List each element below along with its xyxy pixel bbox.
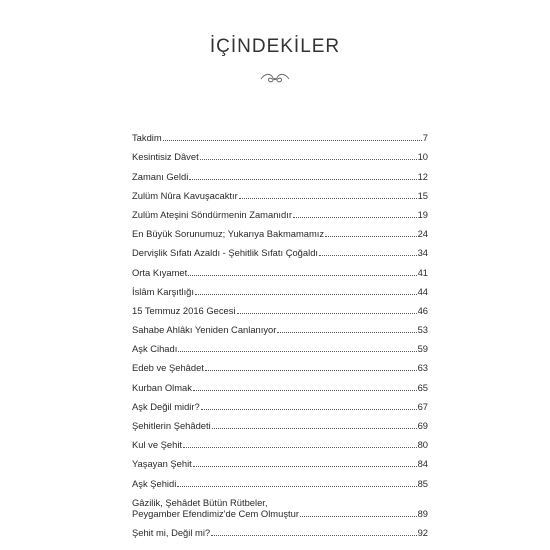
toc-entry-title-line: Zulüm Nûra Kavuşacaktır — [132, 189, 238, 201]
ornament-flourish-icon — [259, 72, 291, 86]
dot-leader — [212, 427, 417, 429]
toc-entry — [132, 220, 428, 239]
dot-leader — [163, 139, 422, 141]
toc-entry — [132, 162, 428, 181]
toc-entry-title-line: Gâzilik, Şehâdet Bütün Rütbeler, — [132, 496, 268, 508]
toc-entry-title — [132, 286, 194, 297]
toc-entry-title — [132, 209, 292, 220]
toc-entry-page: 63 — [417, 362, 428, 374]
toc-entry-title-line: Zulüm Ateşini Söndürmenin Zamanıdır — [132, 208, 292, 220]
toc-entry-title — [132, 382, 192, 393]
dot-leader — [319, 254, 417, 256]
dot-leader — [201, 408, 417, 410]
toc-entry-title-line: Dervişlik Sıfatı Azaldı - Şehitlik Sıfatı Çoğaldı — [132, 247, 319, 259]
toc-entry — [132, 354, 428, 373]
dot-leader — [188, 274, 416, 276]
toc-entry-page: 15 — [417, 189, 428, 201]
toc-entry-title-line: Orta Kıyamet — [132, 266, 188, 278]
toc-entry-title — [132, 267, 187, 278]
toc-entry-title-line: Takdim — [132, 132, 162, 144]
toc-entry — [132, 297, 428, 316]
toc-entry-title — [132, 497, 299, 519]
dot-leader — [177, 485, 416, 487]
toc-entry-title — [132, 171, 188, 182]
toc-entry-title-line: Aşk Şehidi — [132, 477, 177, 489]
toc-entry-title-line: Kul ve Şehit — [132, 439, 183, 451]
dot-leader — [300, 515, 417, 517]
toc-entry-title — [132, 132, 162, 143]
toc-entry-page: 41 — [417, 266, 428, 278]
toc-entry-title-line: Sahabe Ahlâkı Yeniden Canlanıyor — [132, 324, 277, 336]
toc-entry-title — [132, 190, 238, 201]
toc-entry-page: 34 — [417, 247, 428, 259]
toc-entry-title-line: Edeb ve Şehâdet — [132, 362, 204, 374]
toc-entry-page: 65 — [417, 381, 428, 393]
toc-entry — [132, 278, 428, 297]
toc-entry — [132, 124, 428, 143]
dot-leader — [200, 158, 417, 160]
toc-entry — [132, 258, 428, 277]
toc-entry-title-line: Peygamber Efendimiz'de Cem Olmuştur — [132, 507, 299, 519]
toc-entry-page: 80 — [417, 439, 428, 451]
toc-entry-title — [132, 324, 276, 335]
toc-entry-title-line: En Büyük Sorunumuz; Yukarıya Bakmamamız — [132, 228, 325, 240]
dot-leader — [325, 235, 416, 237]
toc-title: İÇİNDEKİLER — [209, 36, 341, 57]
toc-entry-page: 46 — [417, 304, 428, 316]
dot-leader — [193, 465, 417, 467]
toc-entry — [132, 143, 428, 162]
toc-entry — [132, 431, 428, 450]
toc-list — [132, 124, 428, 538]
toc-entry-title-line: Yaşayan Şehit — [132, 458, 192, 470]
toc-entry-page: 92 — [417, 526, 428, 538]
toc-entry-page: 69 — [417, 420, 428, 431]
dot-leader — [178, 350, 416, 352]
toc-entry-page: 24 — [417, 228, 428, 240]
toc-entry-title-line: Şehitlerin Şehâdeti — [132, 420, 211, 431]
toc-entry — [132, 182, 428, 201]
toc-entry-title — [132, 228, 324, 239]
toc-entry-title — [132, 151, 199, 162]
toc-entry — [132, 393, 428, 412]
toc-entry — [132, 412, 428, 431]
toc-entry-title-line: İslâm Karşıtlığı — [132, 285, 194, 297]
dot-leader — [189, 178, 416, 180]
toc-entry-title-line: 15 Temmuz 2016 Gecesi — [132, 304, 236, 316]
toc-entry-page: 44 — [417, 285, 428, 297]
toc-entry-title — [132, 305, 236, 316]
toc-entry-title-line: Kesintisiz Dâvet — [132, 151, 199, 163]
dot-leader — [195, 293, 417, 295]
toc-entry-title — [132, 247, 318, 258]
toc-entry — [132, 239, 428, 258]
toc-entry-page: 67 — [417, 400, 428, 412]
dot-leader — [183, 446, 417, 448]
dot-leader — [205, 369, 417, 371]
dot-leader — [239, 197, 417, 199]
dot-leader — [237, 312, 417, 314]
dot-leader — [211, 534, 416, 536]
toc-entry-title-line: Şehit mi, Değil mi? — [132, 526, 211, 538]
toc-entry-title — [132, 343, 177, 354]
toc-entry-page: 59 — [417, 343, 428, 355]
toc-entry-title-line: Kurban Olmak — [132, 381, 192, 393]
toc-entry-page: 85 — [417, 477, 428, 489]
toc-entry-page: 19 — [417, 208, 428, 220]
toc-entry — [132, 201, 428, 220]
toc-entry — [132, 469, 428, 488]
toc-entry-title — [132, 478, 176, 489]
toc-entry — [132, 489, 428, 519]
toc-entry-title — [132, 420, 211, 431]
toc-entry-title — [132, 527, 210, 538]
toc-entry-title — [132, 439, 182, 450]
toc-entry-title-line: Aşk Cihadı — [132, 343, 178, 355]
toc-entry-title-line: Aşk Değil midir? — [132, 400, 200, 412]
dot-leader — [193, 389, 417, 391]
dot-leader — [293, 216, 417, 218]
toc-entry-page: 10 — [417, 151, 428, 163]
toc-entry — [132, 519, 428, 538]
toc-entry-page: 53 — [417, 324, 428, 336]
toc-entry-page: 89 — [417, 507, 428, 519]
toc-entry-title — [132, 401, 200, 412]
toc-entry-title — [132, 362, 204, 373]
toc-entry-title-line: Zamanı Geldi — [132, 170, 189, 182]
toc-entry-page: 12 — [417, 170, 428, 182]
dot-leader — [277, 331, 416, 333]
toc-entry — [132, 316, 428, 335]
toc-entry-page: 7 — [422, 132, 428, 144]
toc-entry-page: 84 — [417, 458, 428, 470]
toc-entry — [132, 450, 428, 469]
toc-entry-title — [132, 458, 192, 469]
toc-entry — [132, 335, 428, 354]
toc-entry — [132, 373, 428, 392]
